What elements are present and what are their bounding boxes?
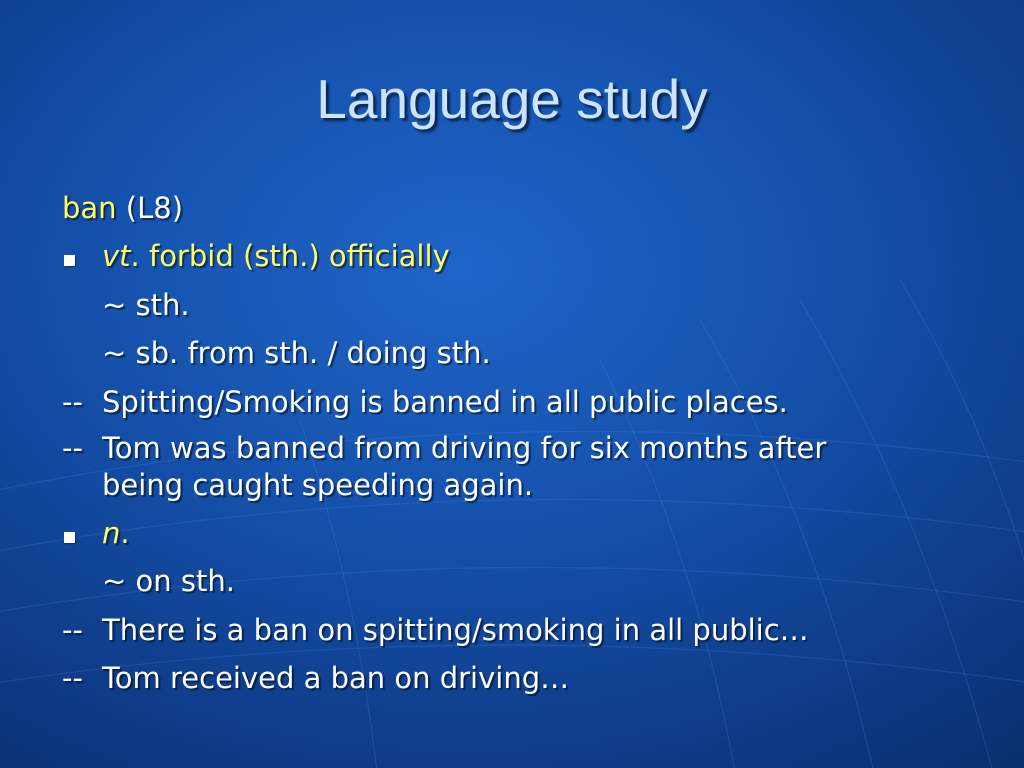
- square-bullet-icon: [64, 255, 75, 266]
- slide-content: [62, 188, 1002, 707]
- example-sentence: [62, 658, 1002, 698]
- usage-pattern: ~ sb. from sth. / doing sth.: [102, 336, 491, 370]
- example-dash: --: [62, 661, 83, 695]
- example-dash: --: [62, 431, 83, 465]
- usage-pattern: ~ on sth.: [102, 564, 235, 598]
- example-text: There is a ban on spitting/smoking in all public…: [102, 612, 809, 647]
- example-dash: --: [62, 612, 83, 647]
- definition-text: . forbid (sth.) officially: [130, 239, 450, 273]
- lesson-reference: (L8): [125, 191, 184, 225]
- slide-title: Language study: [316, 68, 708, 130]
- square-bullet-icon: [64, 532, 75, 543]
- example-text: Spitting/Smoking is banned in all public places.: [102, 384, 788, 419]
- headword-line: [62, 188, 1002, 228]
- example-text: Tom received a ban on driving…: [102, 661, 570, 695]
- example-sentence: [62, 610, 1002, 650]
- example-sentence: [62, 382, 1002, 422]
- usage-pattern: ~ sth.: [102, 287, 190, 322]
- definition-text: .: [120, 515, 130, 550]
- part-of-speech-verb: vt: [102, 239, 131, 273]
- definition-noun: [62, 513, 1002, 553]
- definition-verb: [62, 236, 1002, 276]
- part-of-speech-noun: n: [102, 515, 121, 550]
- example-text: Tom was banned from driving for six months after being caught speeding again.: [102, 431, 827, 502]
- example-sentence: [62, 430, 902, 504]
- example-dash: --: [62, 384, 83, 419]
- headword: ban: [62, 191, 117, 225]
